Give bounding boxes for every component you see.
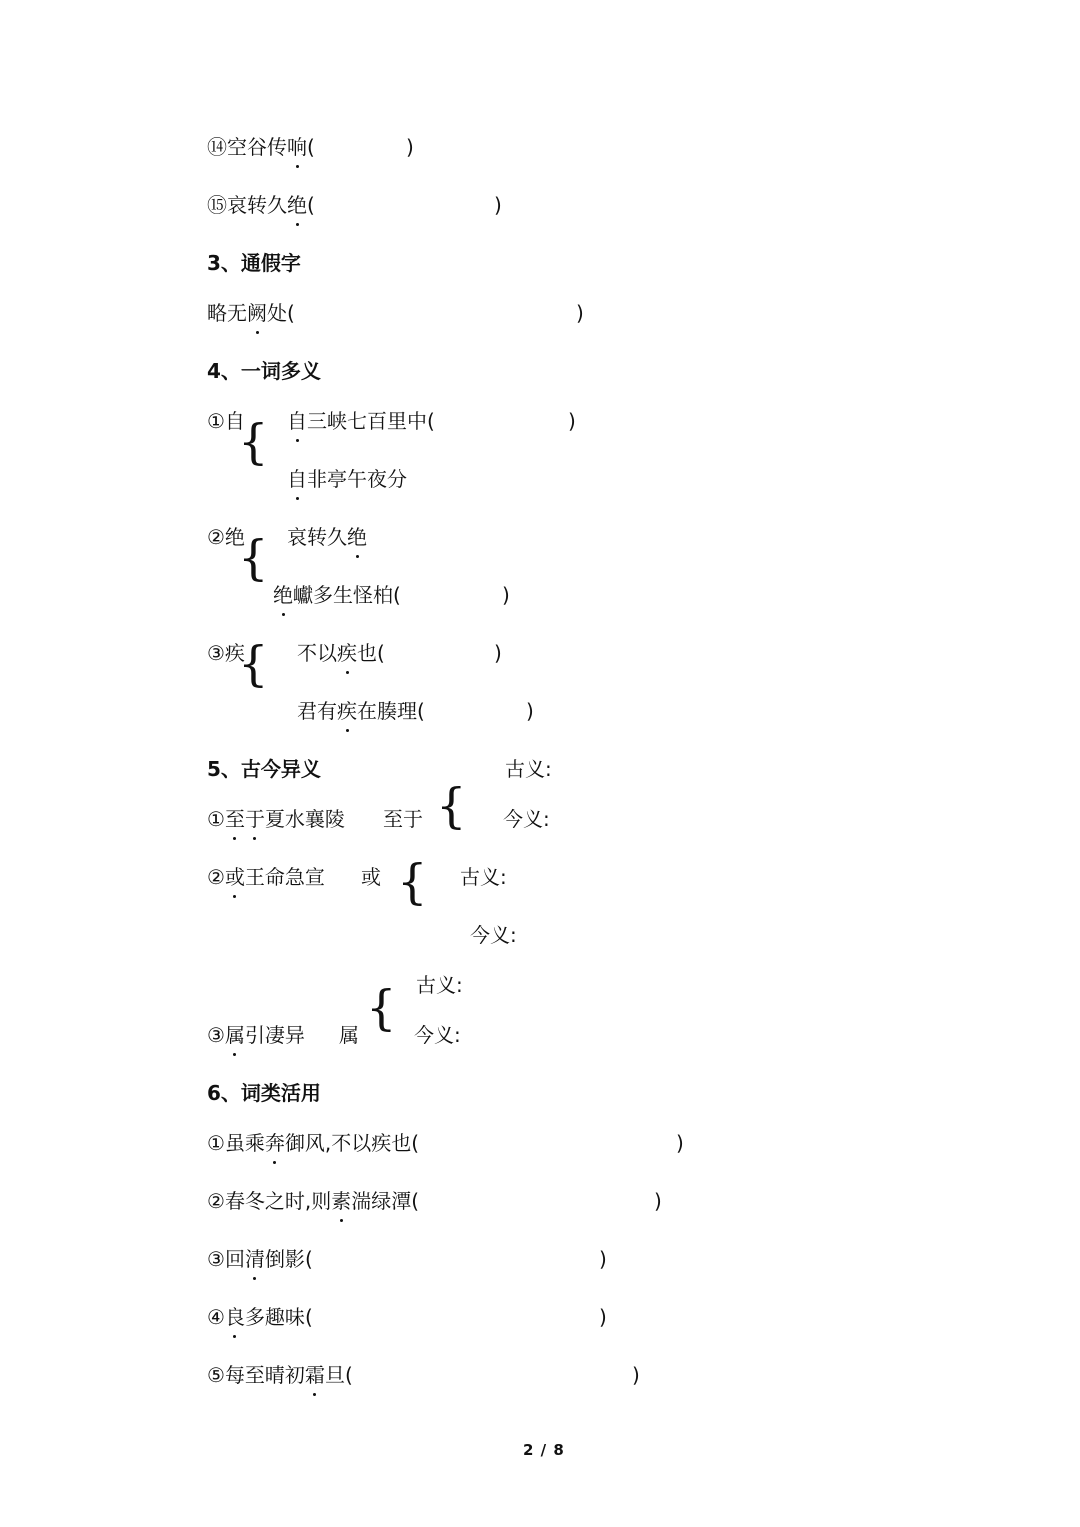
s5-r1-word: 至于 [383,807,423,831]
section-title-4: 4、一词多义 [207,359,321,383]
brace-icon: { [238,530,269,586]
brace-icon: { [238,414,269,470]
s4-g3-b: 君有疾在腠理( [297,699,425,723]
brace-icon: { [436,778,467,834]
s5-r3: ③属引凄异 [207,1023,305,1047]
dotted-char: 属 [224,1023,245,1047]
dotted-char: 素 [331,1189,352,1213]
dotted-char: 绝 [273,583,293,607]
dotted-char: 绝 [347,525,367,549]
dotted-char: 疾 [337,699,357,723]
brace-icon: { [238,636,269,692]
s6-item-5-close: ) [632,1363,640,1387]
s5-r1: ①至于夏水襄陵 [207,807,345,831]
brace-icon: { [366,980,397,1036]
s4-g1-b: 自非亭午夜分 [287,467,407,491]
s6-item-4: ④良多趣味( [207,1305,313,1329]
s4-g3-b-close: ) [526,699,534,723]
dotted-char: 响 [287,135,307,159]
section-title-3: 3、通假字 [207,251,301,275]
s4-g2-b-close: ) [502,583,510,607]
section-title-6: 6、词类活用 [207,1081,321,1105]
s4-g1-a: 自三峡七百里中( [287,409,435,433]
s5-r3-word: 属 [339,1023,359,1047]
s5-r2: ②或王命急宣 [207,865,325,889]
item-15: ⑮哀转久绝( [207,193,315,217]
dotted-char: 奔 [264,1131,285,1155]
s5-r2-gu: 古义: [460,865,507,889]
s6-item-5: ⑤每至晴初霜旦( [207,1363,353,1387]
dotted-char: 霜 [304,1363,325,1387]
dotted-char: 疾 [337,641,357,665]
s5-r3-gu: 古义: [416,973,463,997]
dotted-char: 自 [287,409,307,433]
brace-icon: { [397,854,428,910]
s6-item-2: ②春冬之时,则素湍绿潭( [207,1189,420,1213]
s6-item-4-close: ) [599,1305,607,1329]
s5-r1-jin: 今义: [503,807,550,831]
s4-g2-a: 哀转久绝 [287,525,367,549]
s4-g1-label: ①自 [207,409,245,433]
s6-item-2-close: ) [654,1189,662,1213]
dotted-char: 良 [224,1305,245,1329]
s4-g1-a-close: ) [568,409,576,433]
s4-g3-a-close: ) [494,641,502,665]
s5-r1-gu: 古义: [505,757,552,781]
dotted-char: 清 [244,1247,265,1271]
s3-item-close: ) [576,301,584,325]
s4-g2-label: ②绝 [207,525,245,549]
s5-r3-jin: 今义: [414,1023,461,1047]
item-15-close: ) [494,193,502,217]
dotted-char: 或 [224,865,245,889]
s5-r2-word: 或 [361,865,381,889]
dotted-char: 于 [244,807,265,831]
s6-item-1: ①虽乘奔御风,不以疾也( [207,1131,420,1155]
s6-item-3: ③回清倒影( [207,1247,313,1271]
s6-item-3-close: ) [599,1247,607,1271]
dotted-char: 阙 [247,301,267,325]
dotted-char: 至 [224,807,245,831]
section-title-5: 5、古今异义 [207,757,321,781]
dotted-char: 自 [287,467,307,491]
s3-item: 略无阙处( [207,301,295,325]
s4-g3-a: 不以疾也( [297,641,385,665]
page-number: 2 / 8 [523,1441,565,1459]
dotted-char: 绝 [287,193,307,217]
s4-g2-b: 绝巘多生怪柏( [273,583,401,607]
s6-item-1-close: ) [676,1131,684,1155]
s4-g3-label: ③疾 [207,641,245,665]
item-14: ⑭空谷传响( [207,135,315,159]
s5-r2-jin: 今义: [470,923,517,947]
item-14-close: ) [406,135,414,159]
